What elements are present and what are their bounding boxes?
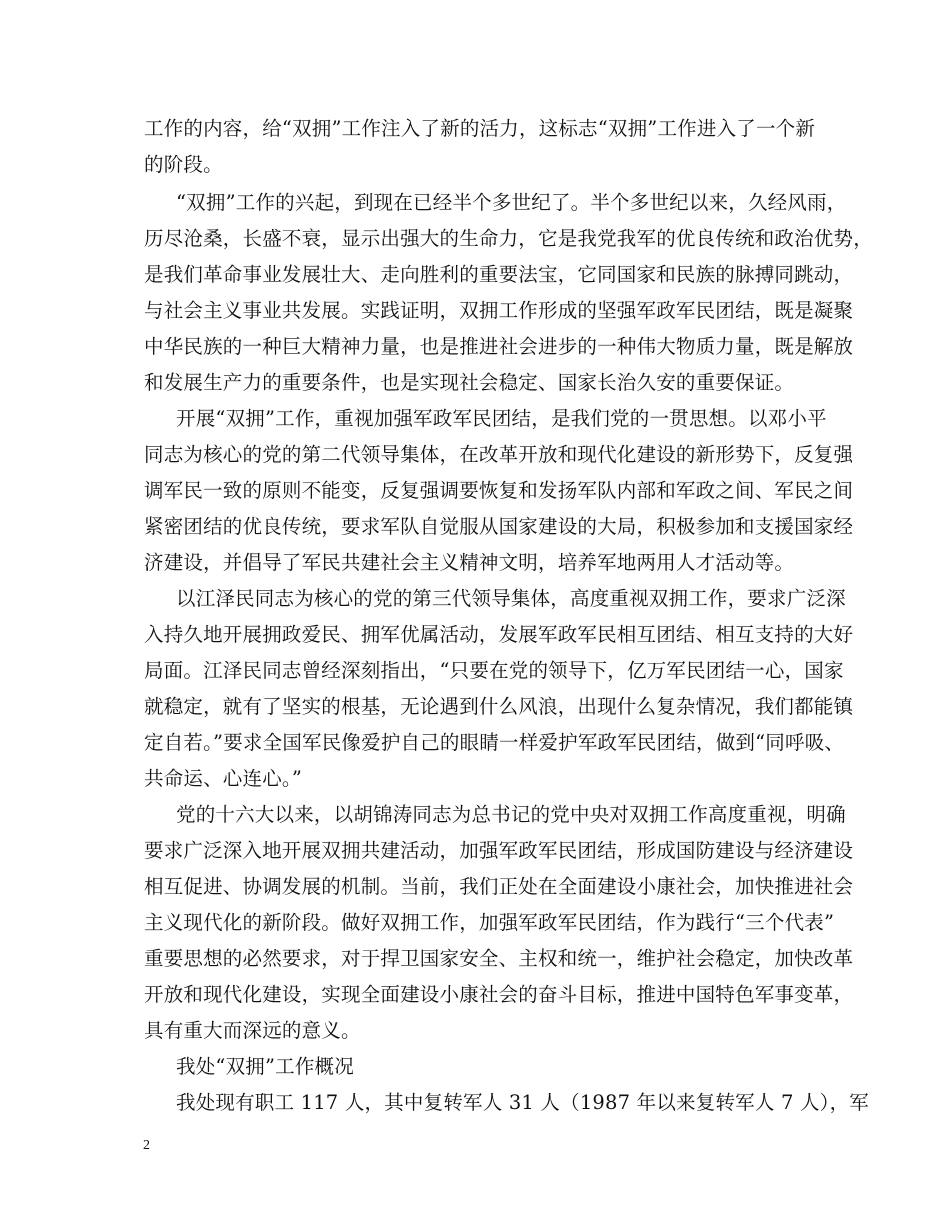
text-line: 就稳定，就有了坚实的根基，无论遇到什么风浪，出现什么复杂情况，我们都能镇 <box>144 695 854 718</box>
text-line: 济建设，并倡导了军民共建社会主义精神文明，培养军地两用人才活动等。 <box>144 551 795 574</box>
text-line: 要求广泛深入地开展双拥共建活动，加强军政军民团结，形成国防建设与经济建设 <box>144 839 854 862</box>
text-line: 历尽沧桑，长盛不衰，显示出强大的生命力，它是我党我军的优良传统和政治优势， <box>144 227 873 250</box>
section-heading: 我处“双拥”工作概况 <box>176 1055 354 1078</box>
text-line: 共命运、心连心。” <box>144 767 303 790</box>
text-line: 主义现代化的新阶段。做好双拥工作，加强军政军民团结，作为践行“三个代表” <box>144 911 835 934</box>
text-line: 定自若。”要求全国军民像爱护自己的眼睛一样爱护军政军民团结，做到“同呼吸、 <box>144 731 845 754</box>
text-line: 局面。江泽民同志曾经深刻指出，“只要在党的领导下，亿万军民团结一心，国家 <box>144 659 844 682</box>
text-line: 以江泽民同志为核心的党的第三代领导集体，高度重视双拥工作，要求广泛深 <box>176 587 846 610</box>
text-line: 具有重大而深远的意义。 <box>144 1019 361 1042</box>
text-line: 同志为核心的党的第二代领导集体，在改革开放和现代化建设的新形势下，反复强 <box>144 443 854 466</box>
text-line: 中华民族的一种巨大精神力量，也是推进社会进步的一种伟大物质力量，既是解放 <box>144 335 854 358</box>
text-line: 开展“双拥”工作，重视加强军政军民团结，是我们党的一贯思想。以邓小平 <box>176 407 827 430</box>
text-line: 的阶段。 <box>144 153 223 176</box>
text-line: 我处现有职工 117 人，其中复转军人 31 人（1987 年以来复转军人 7 人），军 <box>176 1091 870 1114</box>
text-line: 重要思想的必然要求，对于捍卫国家安全、主权和统一，维护社会稳定，加快改革 <box>144 947 854 970</box>
text-line: 是我们革命事业发展壮大、走向胜利的重要法宝，它同国家和民族的脉搏同跳动， <box>144 263 854 286</box>
text-line: 工作的内容，给“双拥”工作注入了新的活力，这标志“双拥”工作进入了一个新 <box>144 117 816 140</box>
text-line: 入持久地开展拥政爱民、拥军优属活动，发展军政军民相互团结、相互支持的大好 <box>144 623 854 646</box>
text-line: 党的十六大以来，以胡锦涛同志为总书记的党中央对双拥工作高度重视，明确 <box>176 803 846 826</box>
text-line: 开放和现代化建设，实现全面建设小康社会的奋斗目标，推进中国特色军事变革， <box>144 983 854 1006</box>
text-line: 和发展生产力的重要条件，也是实现社会稳定、国家长治久安的重要保证。 <box>144 371 795 394</box>
text-line: 调军民一致的原则不能变，反复强调要恢复和发扬军队内部和军政之间、军民之间 <box>144 479 854 502</box>
text-line: 与社会主义事业共发展。实践证明，双拥工作形成的坚强军政军民团结，既是凝聚 <box>144 299 854 322</box>
text-line: 相互促进、协调发展的机制。当前，我们正处在全面建设小康社会，加快推进社会 <box>144 875 854 898</box>
text-line: 紧密团结的优良传统，要求军队自觉服从国家建设的大局，积极参加和支援国家经 <box>144 515 854 538</box>
page-number: 2 <box>143 1138 150 1153</box>
text-line: “双拥”工作的兴起，到现在已经半个多世纪了。半个多世纪以来，久经风雨， <box>176 191 847 214</box>
